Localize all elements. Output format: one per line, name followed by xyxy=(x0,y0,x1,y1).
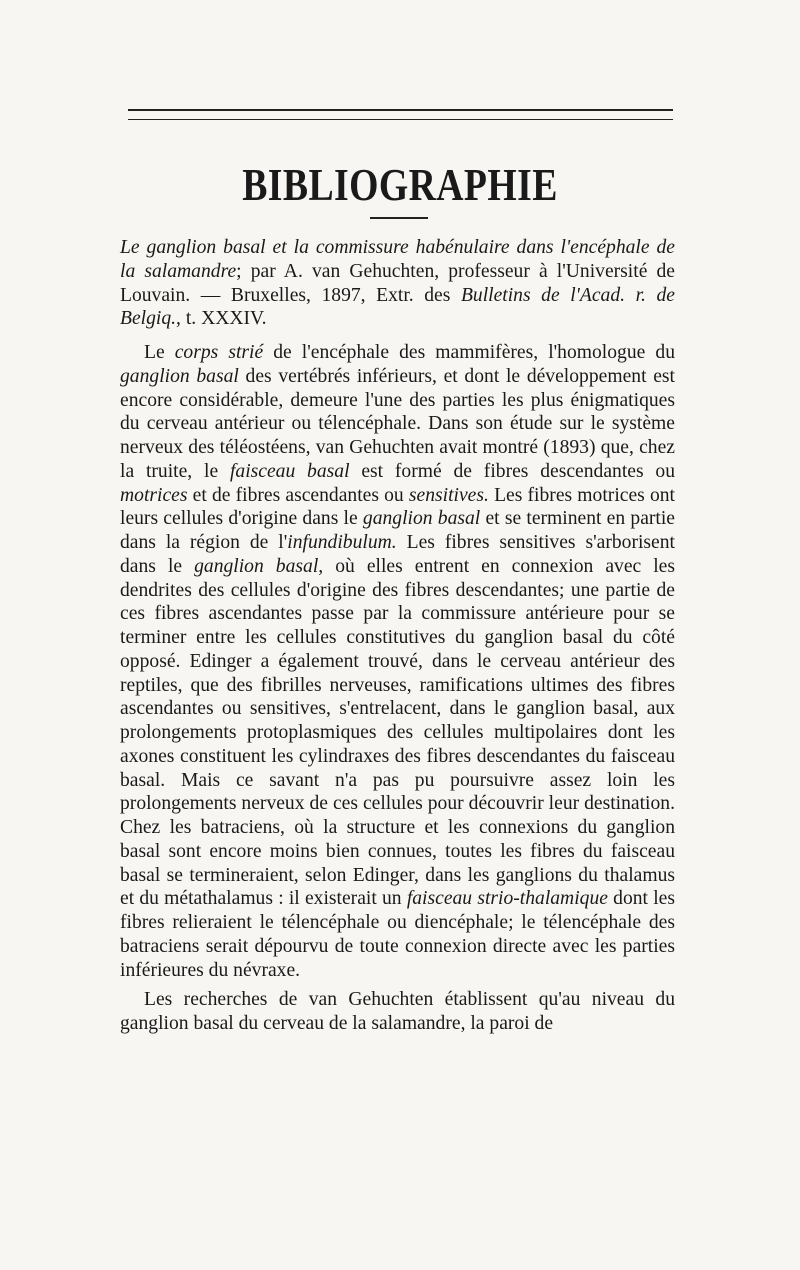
text-run: de l'encéphale des mammifères, l'homologue du xyxy=(263,342,675,363)
text-body xyxy=(120,236,675,1036)
italic-term: ganglion basal xyxy=(120,365,239,387)
bibliographic-reference xyxy=(120,236,675,331)
italic-term: ganglion basal, xyxy=(194,555,324,577)
text-run: et de fibres ascendantes ou xyxy=(187,484,409,506)
reference-title: Le ganglion basal et la commissure habénulaire dans l'encéphale de la salamandre xyxy=(120,237,675,282)
text-run: des vertébrés inférieurs, et dont le développement est encore considérable, demeure l'une des parties les plus énigmatiques du cerveau antérieur ou télencéphale. Dans son étude sur le système nerveux des téléostéens, van Gehuchten avait montré (1893) que, chez la truite, le xyxy=(120,365,675,482)
reference-details: ; par A. van Gehuchten, professeur à l'Université de Louvain. — Bruxelles, 1897, Extr. des xyxy=(120,260,676,306)
title-underline xyxy=(370,217,428,219)
reference-volume: , t. XXXIV. xyxy=(176,308,267,330)
page-title: BIBLIOGRAPHIE xyxy=(242,159,558,210)
reference-journal: Bulletins de l'Acad. r. de Belgiq. xyxy=(120,284,675,330)
italic-term: ganglion basal xyxy=(362,508,481,530)
italic-term: faisceau basal xyxy=(229,460,350,482)
header-rule-thin xyxy=(128,119,673,120)
paragraph-2: Les recherches de van Gehuchten établissent qu'au niveau du ganglion basal du cerveau de la salamandre, la paroi de xyxy=(120,989,675,1034)
italic-term: infundibulum. xyxy=(287,532,397,553)
italic-term: sensitives. xyxy=(408,484,489,506)
text-run: Les fibres sensitives s'arborisent dans le xyxy=(120,532,675,577)
italic-term: faisceau strio-thalamique xyxy=(406,888,608,910)
text-run: et se terminent en partie dans la région de l' xyxy=(120,508,675,553)
text-run: Le xyxy=(144,342,175,363)
text-run: où elles entrent en connexion avec les dendrites des cellules d'origine des fibres descendantes; une partie de ces fibres ascendantes passe par la commissure antérieure pour se terminer entre les cellules constitutives du ganglion basal du côté opposé. Edinger a également trouvé, dans le cerveau antérieur des reptiles, que des fibrilles nerveuses, ramifications ultimes des fibres ascendantes ou sensitives, s'entrelacent, dans le ganglion basal, aux prolongements protoplasmiques des cellules multipolaires dont les axones constituent les cylindraxes des fibres descendantes du faisceau basal. Mais ce savant n'a pas pu poursuivre assez loin les prolongements nerveux de ces cellules pour découvrir leur destination. Chez les batraciens, où la structure et les connexions du ganglion basal sont encore moins bien connues, toutes les fibres du faisceau basal se termineraient, selon Edinger, dans les ganglions du thalamus et du métathalamus : il existerait un xyxy=(120,555,675,910)
header-rule xyxy=(128,109,673,111)
italic-term: corps strié xyxy=(174,342,264,363)
text-run: Les fibres motrices ont leurs cellules d'origine dans le xyxy=(120,484,675,530)
italic-term: motrices xyxy=(120,484,188,506)
text-run: est formé de fibres descendantes ou xyxy=(349,460,675,482)
text-run: dont les fibres relieraient le télencéphale ou diencéphale; le télencéphale des batraciens serait dépourvu de toute connexion directe avec les parties inférieures du névraxe. xyxy=(120,888,675,981)
paragraph-1 xyxy=(120,341,675,982)
